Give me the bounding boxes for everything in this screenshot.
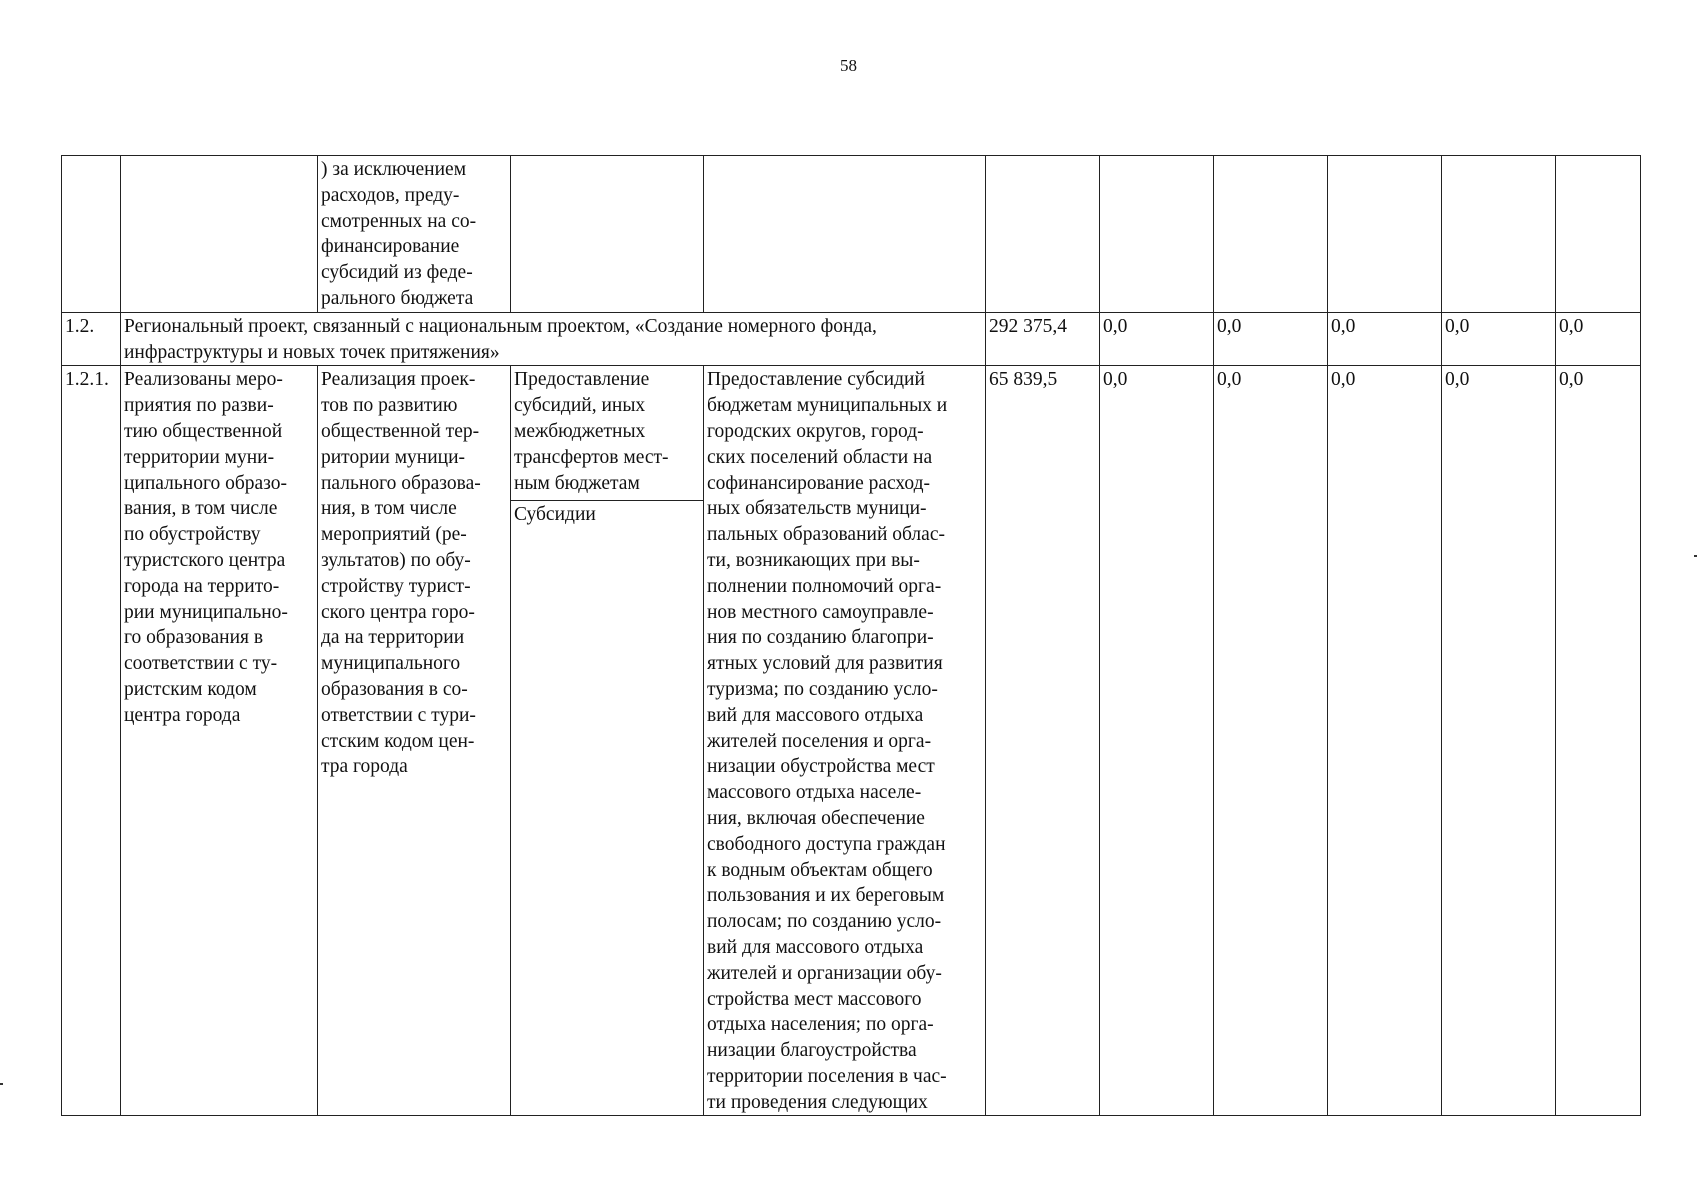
item-total: 65 839,5 [986,366,1100,1116]
project-value: 0,0 [1442,312,1556,366]
project-row [62,312,1641,366]
item-subtype: Субсидии [511,500,704,1116]
item-value: 0,0 [1100,366,1214,1116]
cell-value [1556,156,1641,313]
item-description: Предоставление субсидий бюджетам муниципальных и городских округов, город- ских поселений области на софинансирование расход- ных обязательств муници- пальных образований облас- ти, возникающих при вы- полнении полномочий орга- нов местного самоуправле- ния по созданию благопри- ятных условий для развития туризма; по созданию усло- вий для массового отдыха жителей поселения и орга- низации обустройства мест массового отдыха населе- ния, включая обеспечение свободного доступа граждан к водным объектам общего пользования и их береговым полосам; по созданию усло- вий для массового отдыха жителей и организации обу- стройства мест массового отдыха населения; по орга- низации благоустройства территории поселения в час- ти проведения следующих [704,366,986,1116]
cell-num [62,156,121,313]
project-value: 0,0 [1556,312,1641,366]
project-total: 292 375,4 [986,312,1100,366]
project-name: Региональный проект, связанный с национальным проектом, «Создание номерного фонда, инфраструктуры и новых точек притяжения» [121,312,986,366]
cell-result [121,156,318,313]
item-type: Предоставление субсидий, иных межбюджетных трансфертов мест- ным бюджетам [511,366,704,500]
item-result: Реализованы меро- приятия по разви- тию общественной территории муни- ципального образо- вания, в том числе по обустройству туристского центра города на террито- рии муниципально- го образования в соответствии с ту- ристским кодом центра города [121,366,318,1116]
cell-value [1100,156,1214,313]
cell-value [1214,156,1328,313]
item-value: 0,0 [1214,366,1328,1116]
cell-type [511,156,704,313]
cell-value [1442,156,1556,313]
item-value: 0,0 [1442,366,1556,1116]
item-number: 1.2.1. [62,366,121,1116]
page-number: 58 [840,56,857,75]
item-value: 0,0 [1556,366,1641,1116]
budget-table [61,155,1641,1116]
continuation-text: ) за исключением расходов, преду- смотренных на со- финансирование субсидий из феде- рального бюджета [318,156,511,313]
scan-edge-mark [0,1083,3,1085]
item-value: 0,0 [1328,366,1442,1116]
cell-value [1328,156,1442,313]
item-activity: Реализация проек- тов по развитию общественной тер- ритории муници- пального образова- ния, в том числе мероприятий (ре- зультатов) по обу- стройству турист- ского центра горо- да на территории муниципального образования в со- ответствии с тури- стским кодом цен- тра города [318,366,511,1116]
item-row [62,366,1641,500]
project-value: 0,0 [1328,312,1442,366]
cell-description [704,156,986,313]
project-number: 1.2. [62,312,121,366]
continuation-row [62,156,1641,313]
cell-total [986,156,1100,313]
project-value: 0,0 [1214,312,1328,366]
project-value: 0,0 [1100,312,1214,366]
